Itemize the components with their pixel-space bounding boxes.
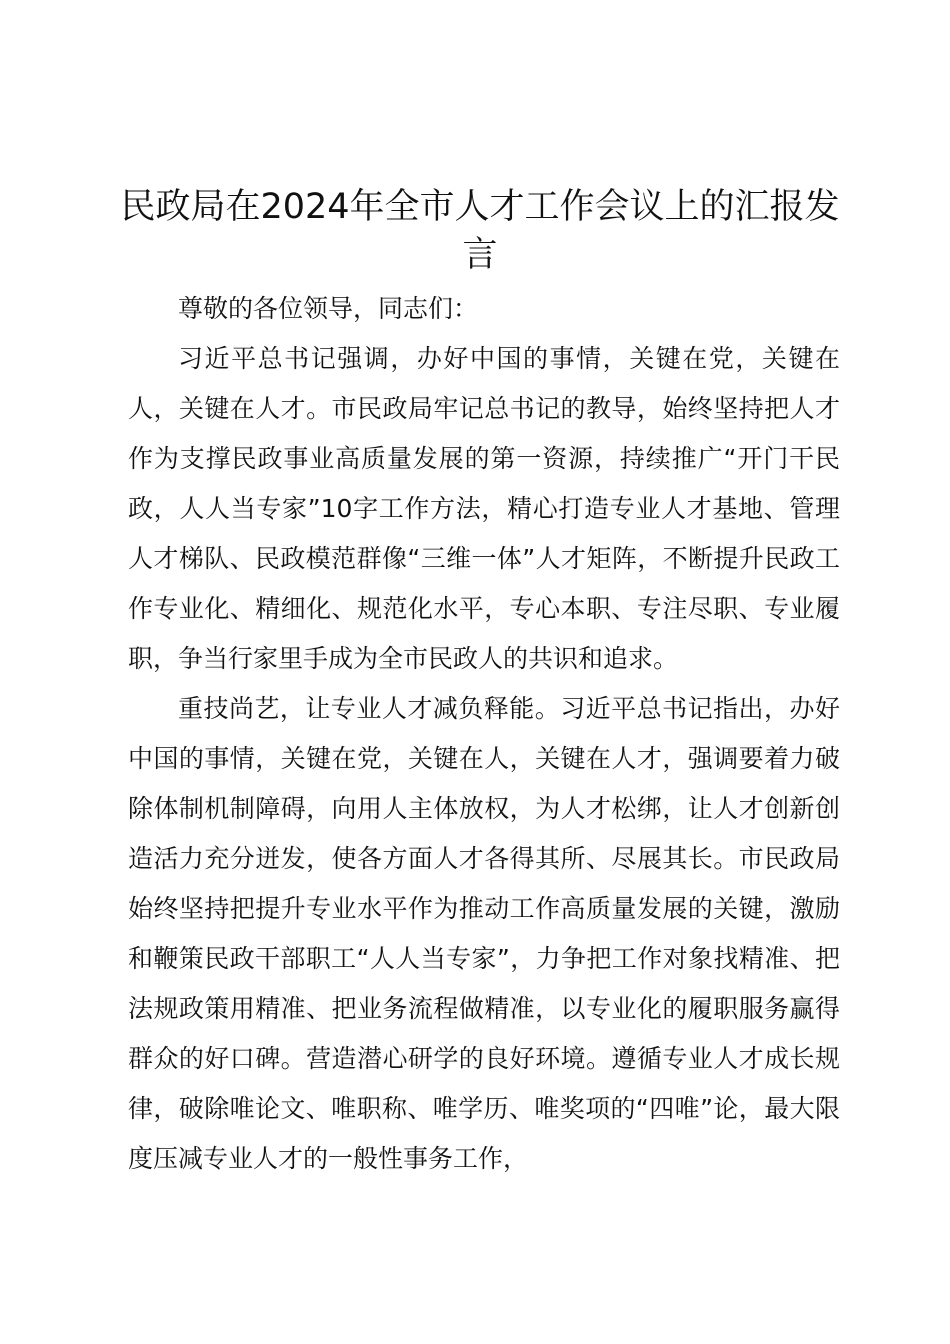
document-title: 民政局在2024年全市人才工作会议上的汇报发言	[120, 187, 840, 275]
paragraph: 重技尚艺，让专业人才减负释能。习近平总书记指出，办好中国的事情，关键在党，关键在人，关键在人才，强调要着力破除体制机制障碍，向用人主体放权，为人才松绑，让人才创新创造活力充分迸发，使各方面人才各得其所、尽展其长。市民政局始终坚持把提升专业水平作为推动工作高质量发展的关键，激励和鞭策民政干部职工“人人当专家”，力争把工作对象找精准、把法规政策用精准、把业务流程做精准，以专业化的履职服务赢得群众的好口碑。营造潜心研学的良好环境。遵循专业人才成长规律，破除唯论文、唯职称、唯学历、唯奖项的“四唯”论，最大限度压减专业人才的一般性事务工作，	[128, 694, 840, 1173]
paragraph: 习近平总书记强调，办好中国的事情，关键在党，关键在人，关键在人才。市民政局牢记总书记的教导，始终坚持把人才作为支撑民政事业高质量发展的第一资源，持续推广“开门干民政，人人当专家”10字工作方法，精心打造专业人才基地、管理人才梯队、民政模范群像“三维一体”人才矩阵，不断提升民政工作专业化、精细化、规范化水平，专心本职、专注尽职、专业履职，争当行家里手成为全市民政人的共识和追求。	[128, 344, 840, 673]
salutation: 尊敬的各位领导，同志们：	[178, 294, 479, 323]
document-body	[128, 284, 840, 1184]
